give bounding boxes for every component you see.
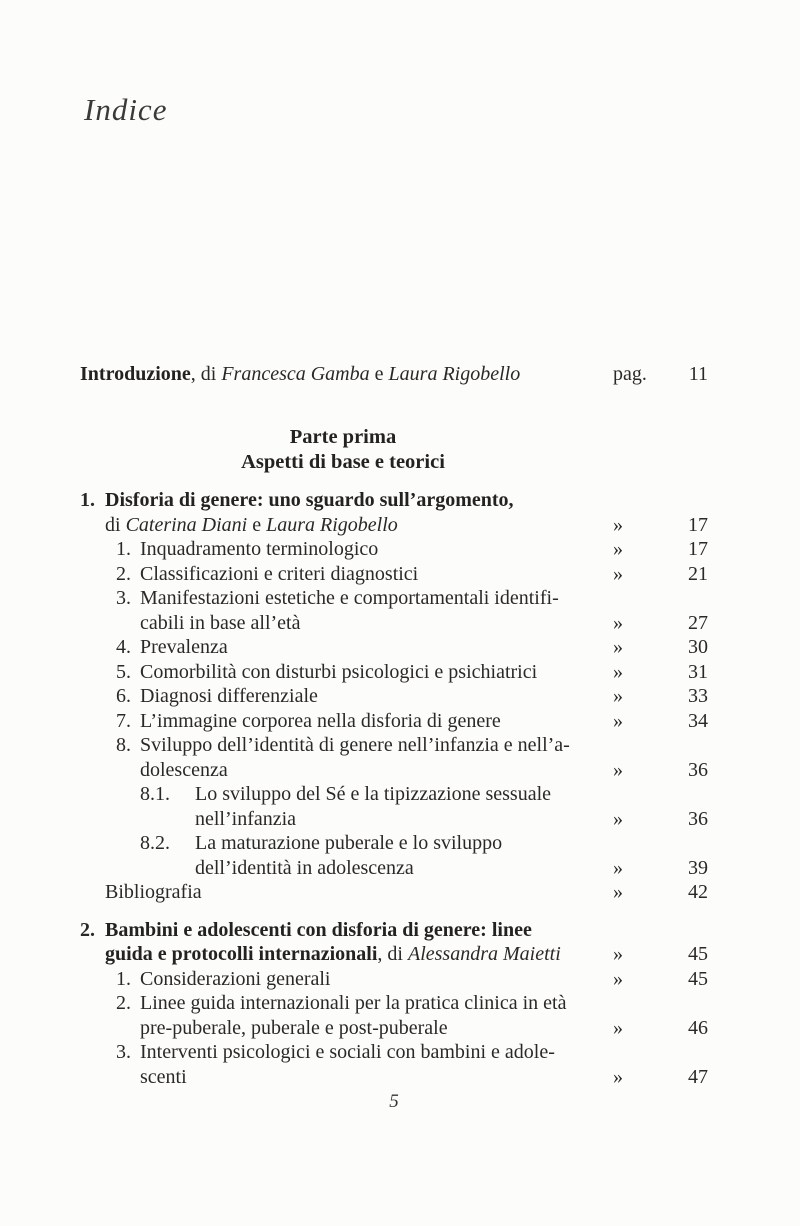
- text-segment: guida e protocolli internazionali: [105, 943, 378, 965]
- toc-row: [80, 807, 708, 832]
- entry-number: 8.: [116, 734, 131, 756]
- text-segment: Comorbilità con disturbi psicologici e psichiatrici: [140, 660, 538, 683]
- part-heading-line1: Parte prima: [289, 426, 397, 448]
- toc-entry-text: [80, 709, 606, 734]
- toc-entry-text: [80, 967, 606, 992]
- entry-page-number: 33: [688, 685, 708, 707]
- toc-list: [80, 488, 708, 1089]
- page-title: Indice: [84, 92, 168, 127]
- toc-row: [80, 537, 708, 562]
- text-segment: , di: [190, 363, 222, 385]
- entry-number: 2.: [116, 562, 131, 585]
- toc-entry-text: [80, 537, 606, 562]
- text-segment: Diagnosi differenziale: [140, 685, 318, 707]
- entry-number: 2.: [80, 918, 95, 941]
- ditto-mark: »: [613, 807, 623, 830]
- ditto-mark: »: [613, 660, 623, 683]
- entry-page-number: 27: [688, 611, 708, 634]
- toc-entry-text: [80, 758, 606, 783]
- text-segment: dell’identità in adolescenza: [195, 856, 414, 879]
- ditto-mark: »: [613, 1065, 623, 1088]
- ditto-mark: »: [613, 636, 623, 658]
- text-segment: Prevalenza: [140, 636, 228, 658]
- toc-entry-text: [80, 660, 606, 685]
- text-segment: Caterina Diani: [125, 513, 248, 536]
- entry-number: 4.: [116, 636, 131, 658]
- toc-entry-text: [80, 488, 606, 513]
- text-segment: La maturazione puberale e lo sviluppo: [195, 832, 503, 854]
- entry-page-number: 45: [688, 943, 708, 965]
- toc-entry-text: [80, 942, 606, 967]
- entry-page-number: 36: [688, 807, 708, 830]
- text-segment: L’immagine corporea nella disforia di genere: [140, 709, 501, 732]
- text-segment: Classificazioni e criteri diagnostici: [140, 562, 419, 585]
- entry-number: 1.: [80, 489, 95, 511]
- entry-page-number: 17: [688, 513, 708, 536]
- entry-page-number: 31: [688, 660, 708, 683]
- entry-page-number: 21: [688, 562, 708, 585]
- text-segment: Linee guida internazionali per la pratica clinica in età: [140, 992, 567, 1014]
- entry-page-number: 36: [688, 758, 708, 781]
- toc-row: [80, 918, 708, 943]
- toc-row: [80, 488, 708, 513]
- entry-page-number: 42: [688, 881, 708, 903]
- text-segment: Lo sviluppo del Sé e la tipizzazione sessuale: [195, 783, 552, 805]
- toc-row: [80, 586, 708, 611]
- ditto-mark: »: [613, 513, 623, 536]
- entry-page-number: 46: [688, 1016, 708, 1039]
- toc-entry-text: [80, 1040, 606, 1065]
- entry-number: 2.: [116, 992, 131, 1014]
- entry-number: 8.2.: [140, 832, 170, 854]
- entry-number: 8.1.: [140, 783, 170, 805]
- text-segment: Laura Rigobello: [388, 363, 521, 385]
- toc-entry-text: [80, 562, 606, 587]
- toc-entry-text: [80, 611, 606, 636]
- toc-entry-text: [80, 684, 606, 709]
- toc-entry-text: [80, 513, 606, 538]
- entry-page-number: 47: [688, 1065, 708, 1088]
- entry-number: 7.: [116, 709, 131, 732]
- ditto-mark: »: [613, 943, 623, 965]
- toc-row: [80, 967, 708, 992]
- intro-row: [80, 362, 708, 387]
- ditto-mark: »: [613, 967, 623, 990]
- ditto-mark: »: [613, 856, 623, 879]
- text-segment: Francesca Gamba: [221, 363, 370, 385]
- text-segment: cabili in base all’età: [140, 611, 301, 634]
- entry-number: 3.: [116, 587, 131, 609]
- toc-entry-text: [80, 831, 606, 856]
- text-segment: Considerazioni generali: [140, 967, 331, 990]
- text-segment: Disforia di genere: uno sguardo sull’argomento,: [105, 489, 514, 511]
- text-segment: Interventi psicologici e sociali con bambini e adole-: [140, 1041, 555, 1063]
- toc-entry-text: [80, 782, 606, 807]
- entry-number: 1.: [116, 538, 131, 560]
- toc-entry-text: [80, 856, 606, 881]
- entry-page-number: 17: [688, 538, 708, 560]
- page-ref-label: pag.: [613, 363, 647, 385]
- toc-row: [80, 733, 708, 758]
- entry-page-number: 34: [688, 709, 708, 732]
- toc-row: [80, 513, 708, 538]
- toc-row: [80, 1065, 708, 1090]
- entry-number: 1.: [116, 967, 131, 990]
- ditto-mark: »: [613, 611, 623, 634]
- toc-row: [80, 660, 708, 685]
- toc-entry-text: [80, 1016, 606, 1041]
- toc-row: [80, 856, 708, 881]
- toc-entry-text: [80, 1065, 606, 1090]
- text-segment: e: [369, 363, 389, 385]
- toc-row: [80, 684, 708, 709]
- ditto-mark: »: [613, 709, 623, 732]
- text-segment: Bibliografia: [105, 881, 202, 903]
- text-segment: Sviluppo dell’identità di genere nell’infanzia e nell’a-: [140, 734, 570, 756]
- text-segment: dolescenza: [140, 758, 228, 781]
- text-segment: di: [105, 513, 126, 536]
- entry-number: 3.: [116, 1041, 131, 1063]
- toc-entry-text: [80, 807, 606, 832]
- toc-entry-text: [80, 733, 606, 758]
- toc-row: [80, 831, 708, 856]
- text-segment: e: [247, 513, 267, 536]
- ditto-mark: »: [613, 685, 623, 707]
- toc-row: [80, 782, 708, 807]
- entry-number: 5.: [116, 660, 131, 683]
- part-heading: [80, 425, 606, 475]
- ditto-mark: »: [613, 881, 623, 903]
- ditto-mark: »: [613, 1016, 623, 1039]
- toc-entry-text: [80, 991, 606, 1016]
- toc-entry-text: [80, 918, 606, 943]
- intro-text: [80, 362, 606, 387]
- toc-entry-text: [80, 635, 606, 660]
- toc-row: [80, 709, 708, 734]
- entry-page-number: 45: [688, 967, 708, 990]
- toc-row: [80, 611, 708, 636]
- toc-row: [80, 758, 708, 783]
- toc-row: [80, 942, 708, 967]
- text-segment: Laura Rigobello: [266, 513, 398, 536]
- toc-entry-text: [80, 586, 606, 611]
- entry-page-number: 39: [688, 856, 708, 879]
- ditto-mark: »: [613, 538, 623, 560]
- text-segment: Manifestazioni estetiche e comportamentali identifi-: [140, 587, 559, 609]
- toc-row: [80, 880, 708, 905]
- part-heading-line2: Aspetti di base e teorici: [241, 451, 445, 473]
- toc-row: [80, 635, 708, 660]
- toc-entry-text: [80, 880, 606, 905]
- ditto-mark: »: [613, 758, 623, 781]
- ditto-mark: »: [613, 562, 623, 585]
- toc-row: [80, 562, 708, 587]
- entry-number: 6.: [116, 685, 131, 707]
- text-segment: pre-puberale, puberale e post-puberale: [140, 1016, 448, 1039]
- text-segment: Inquadramento terminologico: [140, 538, 379, 560]
- text-segment: nell’infanzia: [195, 807, 297, 830]
- text-segment: Introduzione: [80, 363, 191, 385]
- intro-page-number: 11: [688, 363, 708, 385]
- text-segment: Bambini e adolescenti con disforia di genere: linee: [105, 918, 532, 941]
- text-segment: , di: [377, 943, 408, 965]
- text-segment: Alessandra Maietti: [407, 943, 561, 965]
- text-segment: scenti: [140, 1065, 187, 1088]
- footer-page-number: 5: [389, 1091, 399, 1112]
- toc-row: [80, 1016, 708, 1041]
- toc-row: [80, 1040, 708, 1065]
- entry-page-number: 30: [688, 636, 708, 658]
- toc-row: [80, 991, 708, 1016]
